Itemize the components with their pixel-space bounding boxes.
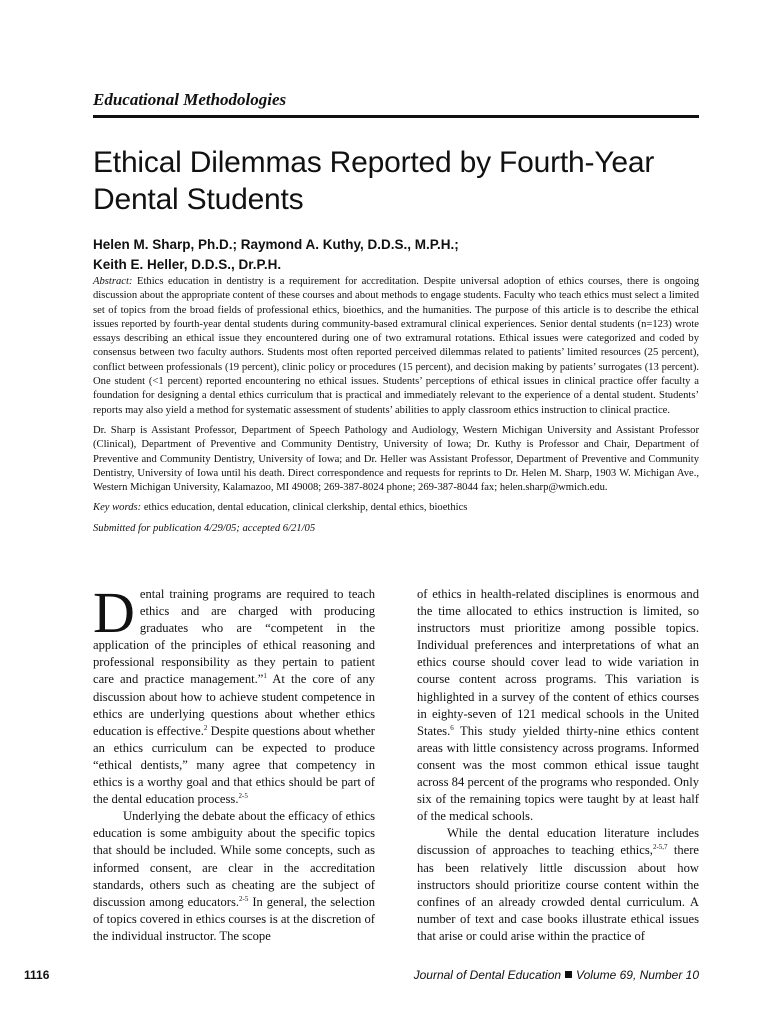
keywords-text: ethics education, dental education, clinical clerkship, dental ethics, bioethics bbox=[143, 502, 468, 514]
authors-line-2: Keith E. Heller, D.D.S., Dr.P.H. bbox=[93, 257, 282, 272]
citation: 6 bbox=[450, 723, 454, 732]
front-matter bbox=[93, 275, 699, 542]
drop-cap: D bbox=[93, 580, 135, 645]
citation: 2-5 bbox=[238, 791, 248, 800]
author-list bbox=[93, 235, 699, 275]
journal-name: Journal of Dental Education bbox=[413, 968, 562, 982]
header-rule bbox=[93, 115, 699, 118]
square-bullet-icon bbox=[565, 971, 572, 978]
paragraph: of ethics in health-related disciplines is enormous and the time allocated to ethics instruction is limited, so instructors must prioritize among possible topics. Individual preferences and interpretations of what an ethics course should cover lead to wide variation in course content across programs. This variation is highlighted in a survey of the content of ethics courses in eighty-seven of 121 medical schools in the United States.$^6$ This study yielded thirty-nine ethics content areas with little consistency across programs. Informed consent was the most common ethical issue taught across 84 percent of the programs who responded. Only six of the remaining topics were taught by at least half of the medical schools. bbox=[417, 587, 699, 824]
keywords bbox=[93, 501, 699, 515]
abstract-label: Abstract: bbox=[93, 276, 133, 287]
body-column-left bbox=[93, 580, 376, 945]
page-number: 1116 bbox=[24, 968, 50, 982]
paragraph: While the dental education literature includes discussion of approaches to teaching ethics,$^{2-5,7}$ there has been relatively little discussion about how instructors should prioritize course content within the confines of an already crowded dental curriculum. A number of text and case books illustrate ethical issues that arise or could arise within the practice of bbox=[417, 826, 699, 943]
citation: 1 bbox=[263, 672, 267, 681]
section-label: Educational Methodologies bbox=[93, 90, 287, 109]
citation: 2 bbox=[203, 723, 208, 732]
citation: 2-5 bbox=[239, 894, 249, 903]
volume-info: Volume 69, Number 10 bbox=[576, 968, 699, 982]
keywords-label: Key words: bbox=[93, 502, 142, 514]
body-column-right bbox=[417, 586, 699, 945]
article-title: Ethical Dilemmas Reported by Fourth-Year Dental Students bbox=[93, 146, 655, 216]
submission-dates: Submitted for publication 4/29/05; accepted 6/21/05 bbox=[93, 522, 316, 534]
authors-line-1: Helen M. Sharp, Ph.D.; Raymond A. Kuthy, D.D.S., M.P.H.; bbox=[93, 237, 459, 252]
abstract-text: Ethics education in dentistry is a requirement for accreditation. Despite universal adoption of ethics courses, there is ongoing discussion about the appropriate content of these courses and about methods to engage students. Faculty who teach ethics must select a limited set of topics from the broad fields of professional ethics, bioethics, and the humanities. The purpose of this article is to describe the ethical issues reported by fourth-year dental students during community-based extramural clinical experiences. Senior dental students (n=123) wrote essays describing an ethical issue they encountered during one of two extramural rotations. Ethical issues were categorized and coded by consensus between two faculty authors. Students most often reported perceived dilemmas related to patients’ limited resources (25 percent), conflict between professionals (19 percent), clinic policy or procedures (15 percent), and decision making by patients’ surrogates (13 percent). One student (<1 percent) reported encountering no ethical issues. Students’ perceptions of ethical issues in clinical practice offer faculty a foundation for designing a dental ethics curriculum that is practical and immediately relevant to the experience of a dental student. Students’ reports may also yield a method for systematic assessment of students’ abilities to apply classroom ethics instruction to clinical practice. bbox=[93, 276, 699, 416]
running-footer bbox=[414, 968, 699, 982]
paragraph: Dental training programs are required to teach ethics and are charged with producing graduates who are “competent in the application of the principles of ethical reasoning and professional responsibility as they pertain to patient care and practice management.”$^1$ At the core of any discussion about how to achieve student competence in ethics are underlying questions about whether ethics education is effective.$^2$ Despite questions about whether an ethics curriculum can be expected to produce “ethical dentists,” many agree that competency in ethics is a worthy goal and that ethics should be part of the dental education process.$^{2-5}$ bbox=[93, 580, 375, 807]
affiliations: Dr. Sharp is Assistant Professor, Department of Speech Pathology and Audiology, Western Michigan University and Assistant Professor (Clinical), Department of Preventive and Community Dentistry, University of Iowa; Dr. Kuthy is Professor and Chair, Department of Preventive and Community Dentistry, University of Iowa; and Dr. Heller was Assistant Professor, Department of Preventive and Community Dentistry, University of Iowa until his death. Direct correspondence and requests for reprints to Dr. Helen M. Sharp, 1903 W. Michigan Ave., Western Michigan University, Kalamazoo, MI 49008; 269-387-8024 phone; 269-387-8044 fax; helen.sharp@wmich.edu. bbox=[93, 424, 699, 494]
citation: 2-5,7 bbox=[652, 843, 668, 852]
abstract bbox=[93, 275, 699, 418]
paragraph: Underlying the debate about the efficacy of ethics education is some ambiguity about the specific topics that should be included. While some concepts, such as informed consent, are clear in the accreditation standards, others such as cheating are the subject of discussion among educators.$^{2-5}$ In general, the selection of topics covered in ethics courses is at the discretion of the individual instructor. The scope bbox=[93, 809, 376, 943]
